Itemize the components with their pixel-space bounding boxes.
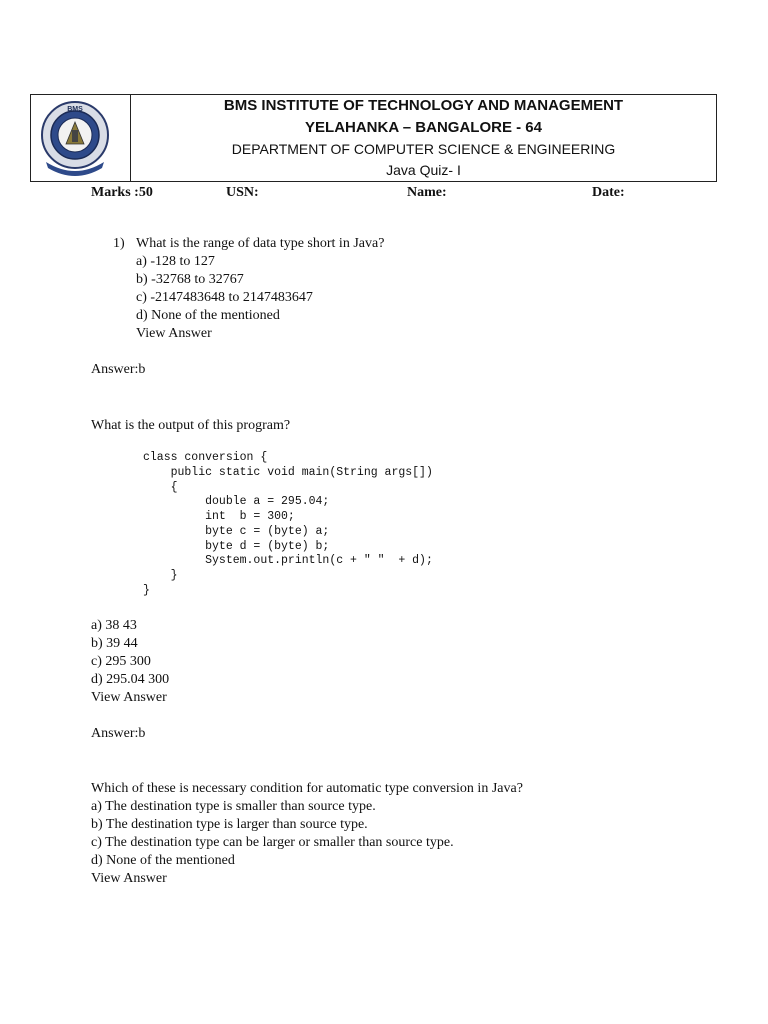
marks-label: Marks :50 — [91, 185, 153, 200]
q3-option-b: b) The destination type is larger than source type. — [91, 817, 368, 832]
q3-option-a: a) The destination type is smaller than source type. — [91, 799, 376, 814]
q2-option-c: c) 295 300 — [91, 654, 151, 669]
q1-question: What is the range of data type short in Java? — [136, 236, 385, 251]
q1-view-answer: View Answer — [136, 326, 212, 341]
header-box — [30, 94, 717, 182]
institute-location: YELAHANKA – BANGALORE - 64 — [305, 119, 542, 136]
name-label: Name: — [407, 185, 447, 200]
q2-answer: Answer:b — [91, 726, 146, 741]
q2-option-d: d) 295.04 300 — [91, 672, 170, 687]
q1-option-b: b) -32768 to 32767 — [136, 272, 244, 287]
q2-code-line-2: public static void main(String args[]) — [143, 466, 433, 479]
institute-name: BMS INSTITUTE OF TECHNOLOGY AND MANAGEMENT — [223, 97, 624, 114]
logo-cell — [31, 95, 131, 181]
q1-option-d: d) None of the mentioned — [136, 308, 280, 323]
q2-code-line-10: } — [143, 584, 150, 597]
q2-option-b: b) 39 44 — [91, 636, 138, 651]
q3-view-answer: View Answer — [91, 871, 167, 886]
q1-option-a: a) -128 to 127 — [136, 254, 215, 269]
q2-code-line-7: byte d = (byte) b; — [143, 540, 330, 553]
q2-code-line-8: System.out.println(c + " " + d); — [143, 554, 433, 567]
q1-option-c: c) -2147483648 to 2147483647 — [136, 290, 313, 305]
date-label: Date: — [592, 185, 625, 200]
quiz-title: Java Quiz- I — [386, 162, 461, 178]
q2-code-line-5: int b = 300; — [143, 510, 295, 523]
q1-number: 1) — [113, 236, 125, 251]
q2-option-a: a) 38 43 — [91, 618, 137, 633]
q2-code-line-4: double a = 295.04; — [143, 495, 330, 508]
q1-answer: Answer:b — [91, 362, 146, 377]
q3-question: Which of these is necessary condition for automatic type conversion in Java? — [91, 781, 523, 796]
q2-code-line-3: { — [143, 481, 178, 494]
institute-logo — [36, 100, 114, 176]
q3-option-d: d) None of the mentioned — [91, 853, 235, 868]
svg-text:BMS: BMS — [67, 106, 83, 113]
q3-option-c: c) The destination type can be larger or smaller than source type. — [91, 835, 454, 850]
department-name: DEPARTMENT OF COMPUTER SCIENCE & ENGINEERING — [231, 141, 616, 157]
q2-question: What is the output of this program? — [91, 418, 291, 433]
q2-code-line-6: byte c = (byte) a; — [143, 525, 330, 538]
usn-label: USN: — [226, 185, 259, 200]
q2-code-line-1: class conversion { — [143, 451, 268, 464]
q2-code-line-9: } — [143, 569, 178, 582]
q2-view-answer: View Answer — [91, 690, 167, 705]
